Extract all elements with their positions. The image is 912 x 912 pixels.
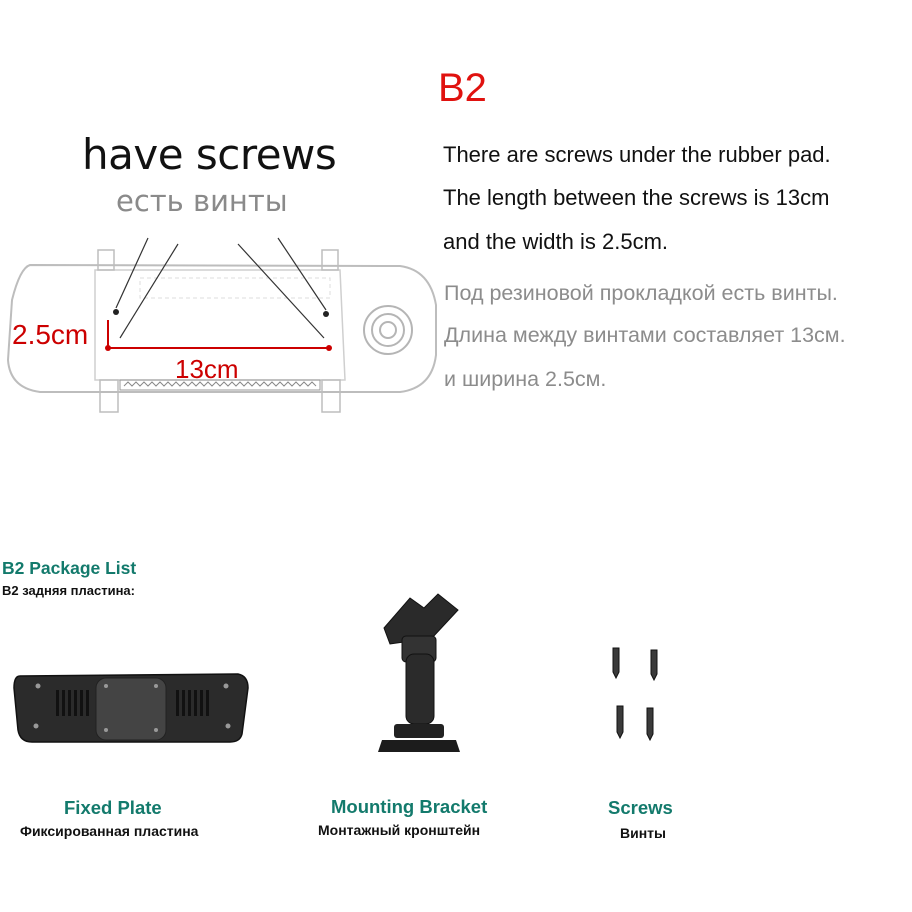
mounting-bracket-label-ru: Монтажный кронштейн [318, 822, 481, 838]
have-screws-heading: have screws [82, 130, 337, 179]
fixed-plate-icon [10, 668, 255, 748]
mounting-bracket-label: Mounting Bracket [331, 796, 488, 817]
screws-icon [605, 646, 665, 746]
screw-point-icon [113, 309, 119, 315]
mirror-diagram [0, 220, 440, 430]
screws-label-ru: Винты [620, 825, 666, 841]
pointer-lines [116, 238, 326, 338]
description-en-line-2: The length between the screws is 13cm [443, 185, 830, 210]
package-list-subtitle: B2 задняя пластина: [2, 583, 135, 598]
model-title: B2 [438, 66, 487, 110]
screw-point-icon [323, 311, 329, 317]
screws-label: Screws [608, 797, 673, 818]
length-label: 13cm [175, 354, 239, 384]
fixed-plate-label-ru: Фиксированная пластина [20, 823, 199, 839]
width-label: 2.5cm [12, 319, 89, 350]
description-ru-line-3: и ширина 2.5см. [444, 367, 607, 391]
description-ru-line-1: Под резиновой прокладкой есть винты. [444, 281, 838, 305]
package-list-title: B2 Package List [2, 558, 137, 578]
description-ru-line-2: Длина между винтами составляет 13см. [444, 323, 846, 347]
have-screws-heading-ru: есть винты [116, 184, 288, 218]
mounting-bracket-icon [370, 592, 470, 762]
description-en-line-3: and the width is 2.5cm. [443, 229, 669, 254]
camera-lens-icon [364, 306, 412, 354]
fixed-plate-label: Fixed Plate [64, 797, 162, 818]
description-en-line-1: There are screws under the rubber pad. [443, 142, 831, 167]
